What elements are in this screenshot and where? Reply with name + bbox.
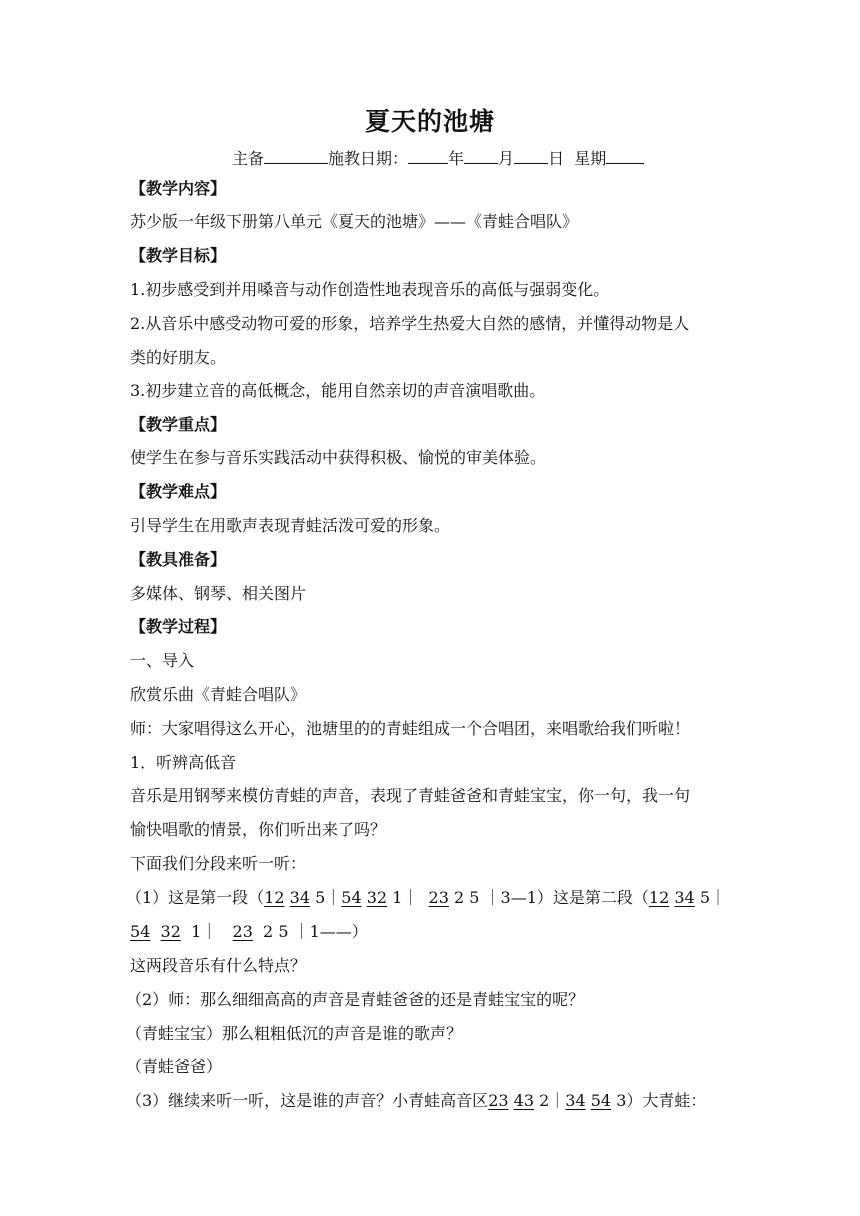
note-group: 23 <box>428 888 449 907</box>
note-group: 34 <box>289 888 310 907</box>
note-group: 2 5 ｜3—1）这是第二段（ <box>454 888 649 907</box>
date-label: 施教日期： <box>328 149 409 168</box>
difficulty-heading: 【教学难点】 <box>130 482 227 501</box>
goal-1: 1.初步感受到并用嗓音与动作创造性地表现音乐的高低与强弱变化。 <box>130 280 610 299</box>
below-line: 下面我们分段来听一听： <box>130 854 307 873</box>
note-group: 23 <box>488 1091 509 1110</box>
notation-line-2 <box>130 919 368 942</box>
note-group: 23 <box>232 922 253 941</box>
weekday-blank <box>606 149 644 164</box>
music-line-2: 愉快唱歌的情景，你们听出来了吗？ <box>130 820 387 839</box>
content-text: 苏少版一年级下册第八单元《夏天的池塘》——《青蛙合唱队》 <box>130 212 579 231</box>
note-group: 2｜ <box>539 1091 566 1110</box>
goals-heading: 【教学目标】 <box>130 246 227 265</box>
q3-line <box>126 1088 706 1111</box>
note-group: 12 <box>648 888 670 907</box>
goal-2-line-1: 2.从音乐中感受动物可爱的形象，培养学生热爱大自然的感情，并懂得动物是人 <box>130 314 690 333</box>
zhubei-label: 主备 <box>232 149 265 168</box>
listen-heading: 1．听辨高低音 <box>130 753 237 772</box>
teacher-line: 师：大家唱得这么开心，池塘里的的青蛙组成一个合唱团，来唱歌给我们听啦！ <box>130 719 691 738</box>
notation-prefix: （1）这是第一段（ <box>126 888 265 907</box>
a2-line: （青蛙宝宝）那么粗粗低沉的声音是谁的歌声？ <box>126 1024 463 1043</box>
question-line: 这两段音乐有什么特点？ <box>130 956 307 975</box>
day-blank <box>514 149 548 164</box>
year-label: 年 <box>448 149 465 168</box>
note-group: 1｜ <box>191 922 218 941</box>
weekday-label: 星期 <box>574 149 607 168</box>
goal-3: 3.初步建立音的高低概念，能用自然亲切的声音演唱歌曲。 <box>130 381 546 400</box>
note-group: 54 <box>130 922 151 941</box>
page-title: 夏天的池塘 <box>364 107 495 136</box>
notation-line-1 <box>126 885 726 908</box>
appreciate-line: 欣赏乐曲《青蛙合唱队》 <box>130 685 307 704</box>
day-label: 日 <box>548 149 565 168</box>
note-group: 54 <box>341 888 362 907</box>
key-heading: 【教学重点】 <box>130 415 227 434</box>
month-blank <box>464 149 498 164</box>
q3-suffix: 3）大青蛙： <box>616 1091 707 1110</box>
note-group: 54 <box>590 1091 612 1110</box>
note-group: 43 <box>513 1091 534 1110</box>
a3-line: （青蛙爸爸） <box>126 1057 223 1076</box>
difficulty-text: 引导学生在用歌声表现青蛙活泼可爱的形象。 <box>130 516 451 535</box>
note-group: 12 <box>264 888 285 907</box>
note-group: 34 <box>565 1091 586 1110</box>
note-group: 32 <box>160 922 181 941</box>
month-label: 月 <box>498 149 515 168</box>
year-blank <box>408 149 448 164</box>
q3-prefix: （3）继续来听一听，这是谁的声音？小青蛙高音区 <box>126 1091 489 1110</box>
q2-line: （2）师：那么细细高高的声音是青蛙爸爸的还是青蛙宝宝的呢？ <box>126 990 585 1009</box>
tools-heading: 【教具准备】 <box>130 550 227 569</box>
note-group: 1｜ <box>392 888 419 907</box>
key-text: 使学生在参与音乐实践活动中获得积极、愉悦的审美体验。 <box>130 448 547 467</box>
goal-2-line-2: 类的好朋友。 <box>130 348 227 367</box>
process-heading: 【教学过程】 <box>130 617 227 636</box>
tools-text: 多媒体、钢琴、相关图片 <box>130 584 307 603</box>
step-1-intro: 一、导入 <box>130 651 195 670</box>
header-info-line <box>232 146 644 169</box>
note-group: 5｜ <box>315 888 342 907</box>
note-group: 2 5 ｜1——） <box>263 922 368 941</box>
note-group: 32 <box>366 888 388 907</box>
music-line-1: 音乐是用钢琴来模仿青蛙的声音，表现了青蛙爸爸和青蛙宝宝，你一句，我一句 <box>130 786 691 805</box>
note-group: 5｜ <box>699 888 726 907</box>
content-heading: 【教学内容】 <box>130 179 227 198</box>
note-group: 34 <box>674 888 695 907</box>
zhubei-blank <box>264 149 328 164</box>
